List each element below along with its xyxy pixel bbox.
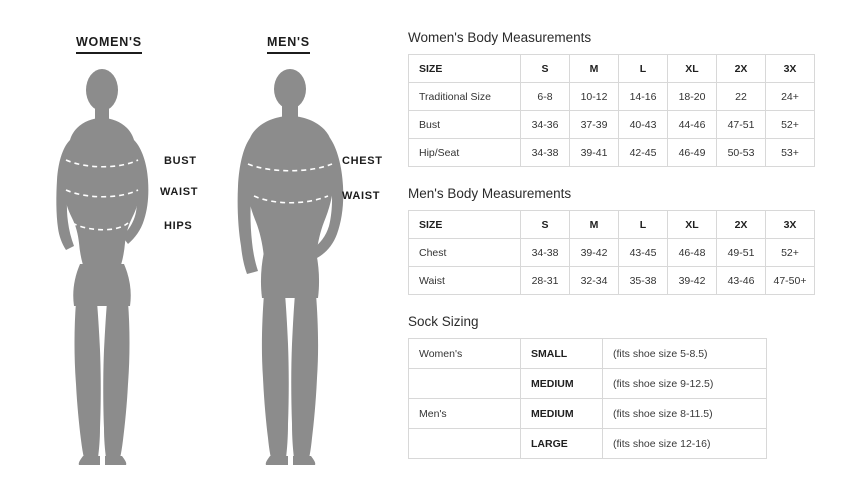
cell: 42-45	[619, 139, 668, 167]
cell: 34-38	[521, 139, 570, 167]
figures-panel	[0, 0, 398, 500]
cell: 43-46	[717, 267, 766, 295]
column-header: S	[521, 55, 570, 83]
cell: 39-41	[570, 139, 619, 167]
table-row	[409, 399, 767, 429]
column-header: M	[570, 55, 619, 83]
cell: 39-42	[668, 267, 717, 295]
mens-figure-title: MEN'S	[267, 35, 310, 54]
sock-size: MEDIUM	[521, 399, 603, 429]
callout-waist-men: WAIST	[342, 190, 381, 202]
row-label	[409, 429, 521, 459]
cell: 39-42	[570, 239, 619, 267]
mens-body-silhouette	[218, 68, 363, 468]
cell: 47-50+	[766, 267, 815, 295]
sock-note: (fits shoe size 9-12.5)	[603, 369, 767, 399]
callout-bust: BUST	[164, 155, 197, 167]
row-label: Traditional Size	[409, 83, 521, 111]
mens-table-title: Men's Body Measurements	[408, 186, 572, 201]
tables-panel	[398, 0, 843, 500]
table-row	[409, 111, 815, 139]
row-label: Women's	[409, 339, 521, 369]
row-label: Bust	[409, 111, 521, 139]
table-header-row	[409, 55, 815, 83]
column-header: SIZE	[409, 211, 521, 239]
callout-waist-women: WAIST	[160, 186, 199, 198]
cell: 47-51	[717, 111, 766, 139]
column-header: M	[570, 211, 619, 239]
column-header: 2X	[717, 55, 766, 83]
sock-note: (fits shoe size 8-11.5)	[603, 399, 767, 429]
column-header: SIZE	[409, 55, 521, 83]
cell: 52+	[766, 111, 815, 139]
column-header: XL	[668, 55, 717, 83]
sock-note: (fits shoe size 12-16)	[603, 429, 767, 459]
cell: 32-34	[570, 267, 619, 295]
cell: 49-51	[717, 239, 766, 267]
table-header-row	[409, 211, 815, 239]
cell: 43-45	[619, 239, 668, 267]
table-row	[409, 369, 767, 399]
cell: 18-20	[668, 83, 717, 111]
womens-figure-title: WOMEN'S	[76, 35, 142, 54]
womens-body-silhouette	[30, 68, 175, 468]
cell: 34-36	[521, 111, 570, 139]
sock-table-title: Sock Sizing	[408, 314, 479, 329]
table-row	[409, 139, 815, 167]
sock-sizing-table	[408, 338, 767, 459]
table-row	[409, 429, 767, 459]
cell: 22	[717, 83, 766, 111]
column-header: L	[619, 211, 668, 239]
sock-note: (fits shoe size 5-8.5)	[603, 339, 767, 369]
table-row	[409, 83, 815, 111]
cell: 24+	[766, 83, 815, 111]
cell: 53+	[766, 139, 815, 167]
row-label: Chest	[409, 239, 521, 267]
callout-chest: CHEST	[342, 155, 383, 167]
cell: 37-39	[570, 111, 619, 139]
cell: 14-16	[619, 83, 668, 111]
row-label: Waist	[409, 267, 521, 295]
column-header: 3X	[766, 211, 815, 239]
table-row	[409, 267, 815, 295]
sock-size: SMALL	[521, 339, 603, 369]
column-header: L	[619, 55, 668, 83]
table-row	[409, 339, 767, 369]
cell: 44-46	[668, 111, 717, 139]
sock-size: LARGE	[521, 429, 603, 459]
cell: 46-49	[668, 139, 717, 167]
row-label: Hip/Seat	[409, 139, 521, 167]
column-header: S	[521, 211, 570, 239]
column-header: 2X	[717, 211, 766, 239]
mens-measurements-table	[408, 210, 815, 295]
cell: 34-38	[521, 239, 570, 267]
sock-size: MEDIUM	[521, 369, 603, 399]
cell: 40-43	[619, 111, 668, 139]
row-label	[409, 369, 521, 399]
womens-table-title: Women's Body Measurements	[408, 30, 592, 45]
cell: 50-53	[717, 139, 766, 167]
row-label: Men's	[409, 399, 521, 429]
cell: 10-12	[570, 83, 619, 111]
cell: 6-8	[521, 83, 570, 111]
cell: 52+	[766, 239, 815, 267]
cell: 35-38	[619, 267, 668, 295]
column-header: 3X	[766, 55, 815, 83]
womens-measurements-table	[408, 54, 815, 167]
callout-hips: HIPS	[164, 220, 193, 232]
column-header: XL	[668, 211, 717, 239]
table-row	[409, 239, 815, 267]
cell: 46-48	[668, 239, 717, 267]
cell: 28-31	[521, 267, 570, 295]
